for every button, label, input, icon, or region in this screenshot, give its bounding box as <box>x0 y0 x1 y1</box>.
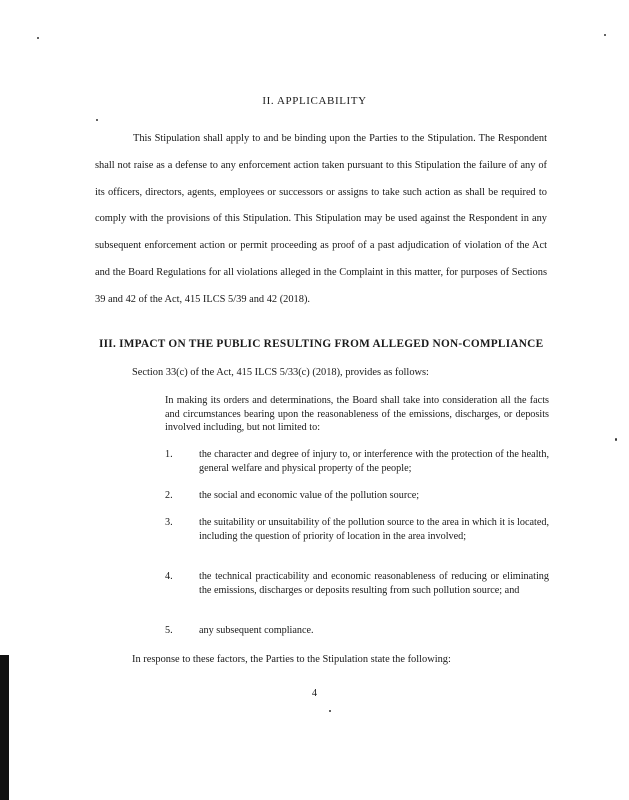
scan-speck <box>96 119 98 121</box>
quote-intro-text: In making its orders and determinations, the Board shall take into consideration all the facts and circumstances bearing upon the reasonableness of the emissions, discharges, or deposits involved including, but not limited to: <box>165 395 549 434</box>
page-number: 4 <box>311 688 318 699</box>
scan-edge-shadow <box>0 655 9 800</box>
factor-number: 1. <box>165 449 173 460</box>
section-heading-impact: III. IMPACT ON THE PUBLIC RESULTING FROM ALLEGED NON-COMPLIANCE <box>99 338 544 350</box>
factor-text: any subsequent compliance. <box>199 625 314 636</box>
factor-text: the suitability or unsuitability of the pollution source to the area in which it is located, including the question of priority of location in the area involved; <box>199 517 549 542</box>
closing-line-text: In response to these factors, the Parties to the Stipulation state the following: <box>132 654 451 665</box>
section-heading-applicability: II. APPLICABILITY <box>262 95 367 107</box>
scan-speck <box>615 438 617 441</box>
factor-text: the social and economic value of the pollution source; <box>199 490 420 501</box>
factor-number: 2. <box>165 490 173 501</box>
factor-number: 4. <box>165 571 173 582</box>
applicability-text: This Stipulation shall apply to and be binding upon the Parties to the Stipulation. The Respondent shall not raise as a defense to any enforcement action taken pursuant to this Stipulation the failure of any of its officers, directors, agents, employees or successors or assigns to take such action as shall be required to comply with the provisions of this Stipulation. This Stipulation may be used against the Respondent in any subsequent enforcement action or permit proceeding as proof of a past adjudication of violation of the Act and the Board Regulations for all violations alleged in the Complaint in this matter, for purposes of Sections 39 and 42 of the Act, 415 ILCS 5/39 and 42 (2018). <box>95 133 547 305</box>
factor-text: the character and degree of injury to, or interference with the protection of the health, general welfare and physical property of the people; <box>199 449 549 474</box>
section-intro-text: Section 33(c) of the Act, 415 ILCS 5/33(c) (2018), provides as follows: <box>132 367 429 378</box>
applicability-paragraph <box>95 126 547 314</box>
scan-speck <box>37 37 39 39</box>
scan-speck <box>604 34 606 36</box>
scan-speck <box>329 710 331 712</box>
factor-text: the technical practicability and economic reasonableness of reducing or eliminating the emissions, discharges or deposits resulting from such pollution source; and <box>199 571 549 596</box>
factor-number: 3. <box>165 517 173 528</box>
factor-number: 5. <box>165 625 173 636</box>
